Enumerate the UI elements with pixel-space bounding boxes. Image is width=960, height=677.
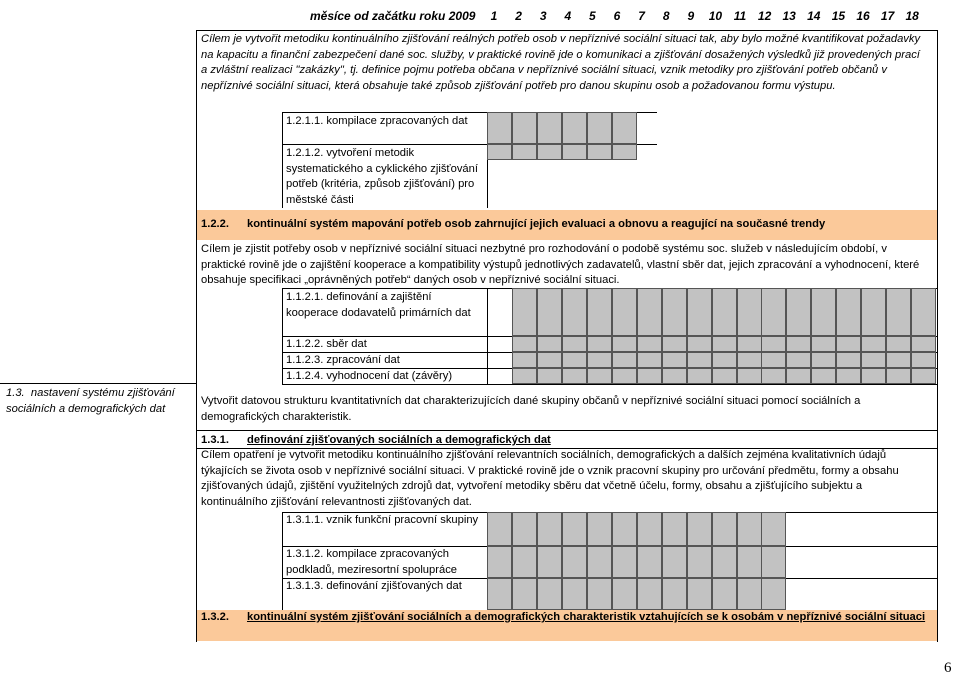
gantt-cell-1311-m2 [512,512,537,546]
gantt-cell-1312-m9 [687,546,712,578]
gantt-cell-1123-m9 [687,352,712,368]
row-1-3-2-title: kontinuální systém zjišťování sociálních a demografických charakteristik vztahujících se k osobám v nepříznivé sociální situaci [247,611,926,623]
month-8: 8 [662,9,670,23]
gantt-cell-1121-m13 [786,288,811,336]
gantt-cell-1122-m8 [662,336,687,352]
gantt-cell-1311-m10 [712,512,737,546]
gantt-cell-1311-m8 [662,512,687,546]
gantt-cell-1121-m8 [662,288,687,336]
gantt-cell-1212-m1 [487,144,512,160]
task-1124: 1.1.2.4. vyhodnocení dat (závěry) [286,370,453,382]
month-11: 11 [733,9,747,23]
gantt-cell-1313-m8 [662,578,687,610]
month-13: 13 [782,9,796,23]
gantt-cell-1123-m10 [712,352,737,368]
gantt-cell-1124-m9 [687,368,712,384]
gantt-cell-1121-m3 [537,288,562,336]
gantt-cell-1123-m7 [637,352,662,368]
left-section-top-border [0,383,197,384]
row-1-2-2-title: kontinuální systém mapování potřeb osob zahrnující jejich evaluaci a obnovu a reagující na současné trendy [247,218,826,230]
gantt-cell-1121-m9 [687,288,712,336]
task-1211-left-line [282,112,283,208]
gantt-cell-1123-m5 [587,352,612,368]
gantt-cell-1123-m16 [861,352,886,368]
month-12: 12 [757,9,772,23]
gantt-cell-1123-m6 [612,352,637,368]
month-17: 17 [880,9,895,23]
gantt-cell-1212-m4 [562,144,587,160]
month-9: 9 [687,9,695,23]
gantt-cell-1124-m10 [712,368,737,384]
row-1-3-1-title: definování zjišťovaných sociálních a demografických dat [247,434,551,446]
gantt-cell-1123-m4 [562,352,587,368]
row-1-3-2-heading [201,610,931,626]
gantt-cell-1122-m18 [911,336,936,352]
task-1311: 1.3.1.1. vznik funkční pracovní skupiny [286,514,479,526]
gantt-cell-1124-m7 [637,368,662,384]
gantt-cell-1124-m8 [662,368,687,384]
gantt-cell-1313-m3 [537,578,562,610]
task-1212: 1.2.1.2. vytvoření metodik systematického a cyklického zjišťování potřeb (kritéria, způsob zjišťování) pro městské části [286,147,478,207]
gantt-cell-1121-m6 [612,288,637,336]
gantt-cell-1123-m11 [737,352,762,368]
row-1-3-1-heading [201,433,551,449]
gantt-cell-1211-m2 [512,112,537,144]
month-1: 1 [490,9,498,23]
gantt-cell-1211-m1 [487,112,512,144]
gantt-cell-1124-m11 [737,368,762,384]
gantt-cell-1124-m18 [911,368,936,384]
task-1211: 1.2.1.1. kompilace zpracovaných dat [286,115,468,127]
gantt-cell-1311-m7 [637,512,662,546]
row-1-2-2-heading [201,217,825,233]
month-7: 7 [638,9,645,23]
gantt-cell-1313-m9 [687,578,712,610]
gantt-cell-1122-m13 [786,336,811,352]
gantt-cell-1124-m3 [537,368,562,384]
task-1124-bottom-line [282,384,937,385]
gantt-cell-1123-m14 [811,352,836,368]
top-border [196,30,938,31]
month-16: 16 [856,9,870,23]
month-6: 6 [613,9,621,23]
gantt-cell-1312-m5 [587,546,612,578]
gantt-cell-1312-m4 [562,546,587,578]
gantt-cell-1121-m7 [637,288,662,336]
gantt-cell-1124-m4 [562,368,587,384]
gantt-cell-1312-m12 [761,546,786,578]
gantt-cell-1122-m9 [687,336,712,352]
gantt-cell-1124-m12 [761,368,786,384]
month-15: 15 [831,9,846,23]
gantt-cell-1313-m6 [612,578,637,610]
gantt-cell-1212-m3 [537,144,562,160]
gantt-cell-1122-m2 [512,336,537,352]
month-2: 2 [515,9,522,23]
gantt-cell-1124-m15 [836,368,861,384]
gantt-cell-1311-m11 [737,512,762,546]
gantt-cell-1122-m12 [761,336,786,352]
gantt-cell-1312-m10 [712,546,737,578]
page-number: 6 [944,660,952,676]
gantt-cell-1122-m3 [537,336,562,352]
gantt-cell-1313-m12 [761,578,786,610]
gantt-cell-1212-m5 [587,144,612,160]
gantt-cell-1124-m2 [512,368,537,384]
gantt-cell-1122-m14 [811,336,836,352]
gantt-cell-1121-m2 [512,288,537,336]
gantt-cell-1312-m11 [737,546,762,578]
month-14: 14 [807,9,821,23]
gantt-cell-1211-m6 [612,112,637,144]
gantt-cell-1122-m16 [861,336,886,352]
right-column-border [937,30,938,642]
goal-paragraph-1: Cílem je vytvořit metodiku kontinuálního zjišťování reálných potřeb osob v nepříznivé sociální situaci tak, aby bylo možné kvantifikovat požadavky na kapacitu a finanční zabezpečení dané soc. služby, v praktické rovině jde o komunikaci a zjišťování dosažených výsledků již provedených prací a zvláštní realizaci "zakázky", tj. definice pojmu potřeba občana v nepříznivé sociální situaci, vznik metodiky pro zjišťování potřeb občanů v nepříznivé sociální situaci, která obsahuje také způsob zjišťování potřeb pro danou skupinu osob a požadovanou formu výstupu. [201,33,921,93]
gantt-cell-1121-m16 [861,288,886,336]
gantt-cell-1313-m2 [512,578,537,610]
gantt-cell-1123-m13 [786,352,811,368]
task-1121: 1.1.2.1. definování a zajištění kooperace dodavatelů primárních dat [286,291,471,319]
task-1123: 1.1.2.3. zpracování dat [286,354,400,366]
gantt-cell-1121-m14 [811,288,836,336]
task-1311-left-line [282,512,283,610]
gantt-cell-1313-m4 [562,578,587,610]
gantt-cell-1123-m8 [662,352,687,368]
gantt-cell-1312-m3 [537,546,562,578]
gantt-cell-1312-m7 [637,546,662,578]
gantt-1121-left-line [487,288,488,384]
task-1313: 1.3.1.3. definování zjišťovaných dat [286,580,462,592]
gantt-cell-1124-m16 [861,368,886,384]
gantt-cell-1124-m17 [886,368,911,384]
month-5: 5 [589,9,596,23]
month-10: 10 [708,9,723,23]
gantt-cell-1122-m7 [637,336,662,352]
gantt-cell-1121-m10 [712,288,737,336]
gantt-cell-1121-m18 [911,288,936,336]
left-section-label [6,386,192,417]
gantt-cell-1123-m2 [512,352,537,368]
row-1-3-2-number: 1.3.2. [201,611,229,623]
gantt-cell-1123-m12 [761,352,786,368]
gantt-cell-1123-m3 [537,352,562,368]
gantt-cell-1311-m6 [612,512,637,546]
task-1121-left-line [282,288,283,384]
gantt-cell-1313-m11 [737,578,762,610]
gantt-cell-1312-m1 [487,546,512,578]
gantt-cell-1121-m5 [587,288,612,336]
task-1122: 1.1.2.2. sběr dat [286,338,367,350]
gantt-cell-1121-m4 [562,288,587,336]
row-1-2-2-number: 1.2.2. [201,218,229,230]
gantt-cell-1311-m12 [761,512,786,546]
gantt-cell-1124-m6 [612,368,637,384]
gantt-cell-1123-m18 [911,352,936,368]
gantt-cell-1313-m7 [637,578,662,610]
gantt-cell-1311-m1 [487,512,512,546]
gantt-cell-1313-m1 [487,578,512,610]
gantt-cell-1123-m15 [836,352,861,368]
gantt-cell-1121-m11 [737,288,762,336]
gantt-cell-1313-m10 [712,578,737,610]
gantt-cell-1211-m4 [562,112,587,144]
gantt-cell-1121-m15 [836,288,861,336]
row-1-3-1-number: 1.3.1. [201,434,229,446]
gantt-cell-1122-m17 [886,336,911,352]
gantt-cell-1123-m17 [886,352,911,368]
month-3: 3 [539,9,547,23]
gantt-cell-1122-m4 [562,336,587,352]
gantt-cell-1122-m5 [587,336,612,352]
month-4: 4 [564,9,572,23]
task-1312: 1.3.1.2. kompilace zpracovaných podkladů, meziresortní spolupráce [286,548,458,576]
gantt-cell-1311-m9 [687,512,712,546]
gantt-cell-1121-m12 [761,288,786,336]
row-1-3-1-top-line [197,430,937,431]
gantt-cell-1121-m17 [886,288,911,336]
goal-paragraph-2: Cílem je zjistit potřeby osob v nepříznivé sociální situaci nezbytné pro rozhodování o podobě systému soc. služeb v následujícím období, v praktické rovině jde o zajištění kooperace a kompatibility výstupů jednotlivých zadavatelů, vlastní sběr dat, jejich zpracování a vyhodnocení, které obsahuje specifikaci „oprávněných potřeb“ daných osob v nepříznivé sociální situaci. [201,243,920,287]
gantt-cell-1124-m5 [587,368,612,384]
gantt-cell-1313-m5 [587,578,612,610]
left-column-border [196,30,197,642]
gantt-cell-1122-m15 [836,336,861,352]
gantt-cell-1124-m14 [811,368,836,384]
gantt-cell-1311-m4 [562,512,587,546]
gantt-cell-1211-m5 [587,112,612,144]
goal-paragraph-4: Cílem opatření je vytvořit metodiku kontinuálního zjišťování relevantních sociálních, demografických a dalších zejména kvalitativních údajů týkajících se života osob v nepříznivé sociální situaci. V praktické rovině jde o vznik pracovní skupiny pro určování předmětu, formy a obsahu zjišťovaných údajů, zjištění využitelných zdrojů dat, vytvoření metodiky sběru dat včetně účelu, formy, obsahu a zjišťujícího subjektu a kontinuálního zjišťování relevantnosti zjišťovaných dat. [201,449,899,509]
gantt-cell-1122-m11 [737,336,762,352]
gantt-cell-1122-m6 [612,336,637,352]
goal-paragraph-3: Vytvořit datovou strukturu kvantitativních dat charakterizujících dané skupiny občanů v nepříznivé sociální situaci pomocí sociálních a demografických charakteristik. [201,395,861,423]
gantt-cell-1312-m6 [612,546,637,578]
gantt-cell-1122-m10 [712,336,737,352]
gantt-cell-1212-m2 [512,144,537,160]
gantt-cell-1312-m2 [512,546,537,578]
header-label: měsíce od začátku roku 2009 [310,9,476,23]
gantt-cell-1311-m5 [587,512,612,546]
gantt-cell-1312-m8 [662,546,687,578]
gantt-cell-1124-m13 [786,368,811,384]
gantt-cell-1311-m3 [537,512,562,546]
month-18: 18 [905,9,919,23]
left-section-title: nastavení systému zjišťování sociálních a demografických dat [6,387,175,415]
gantt-cell-1212-m6 [612,144,637,160]
gantt-cell-1211-m3 [537,112,562,144]
left-section-code: 1.3. [6,387,25,399]
